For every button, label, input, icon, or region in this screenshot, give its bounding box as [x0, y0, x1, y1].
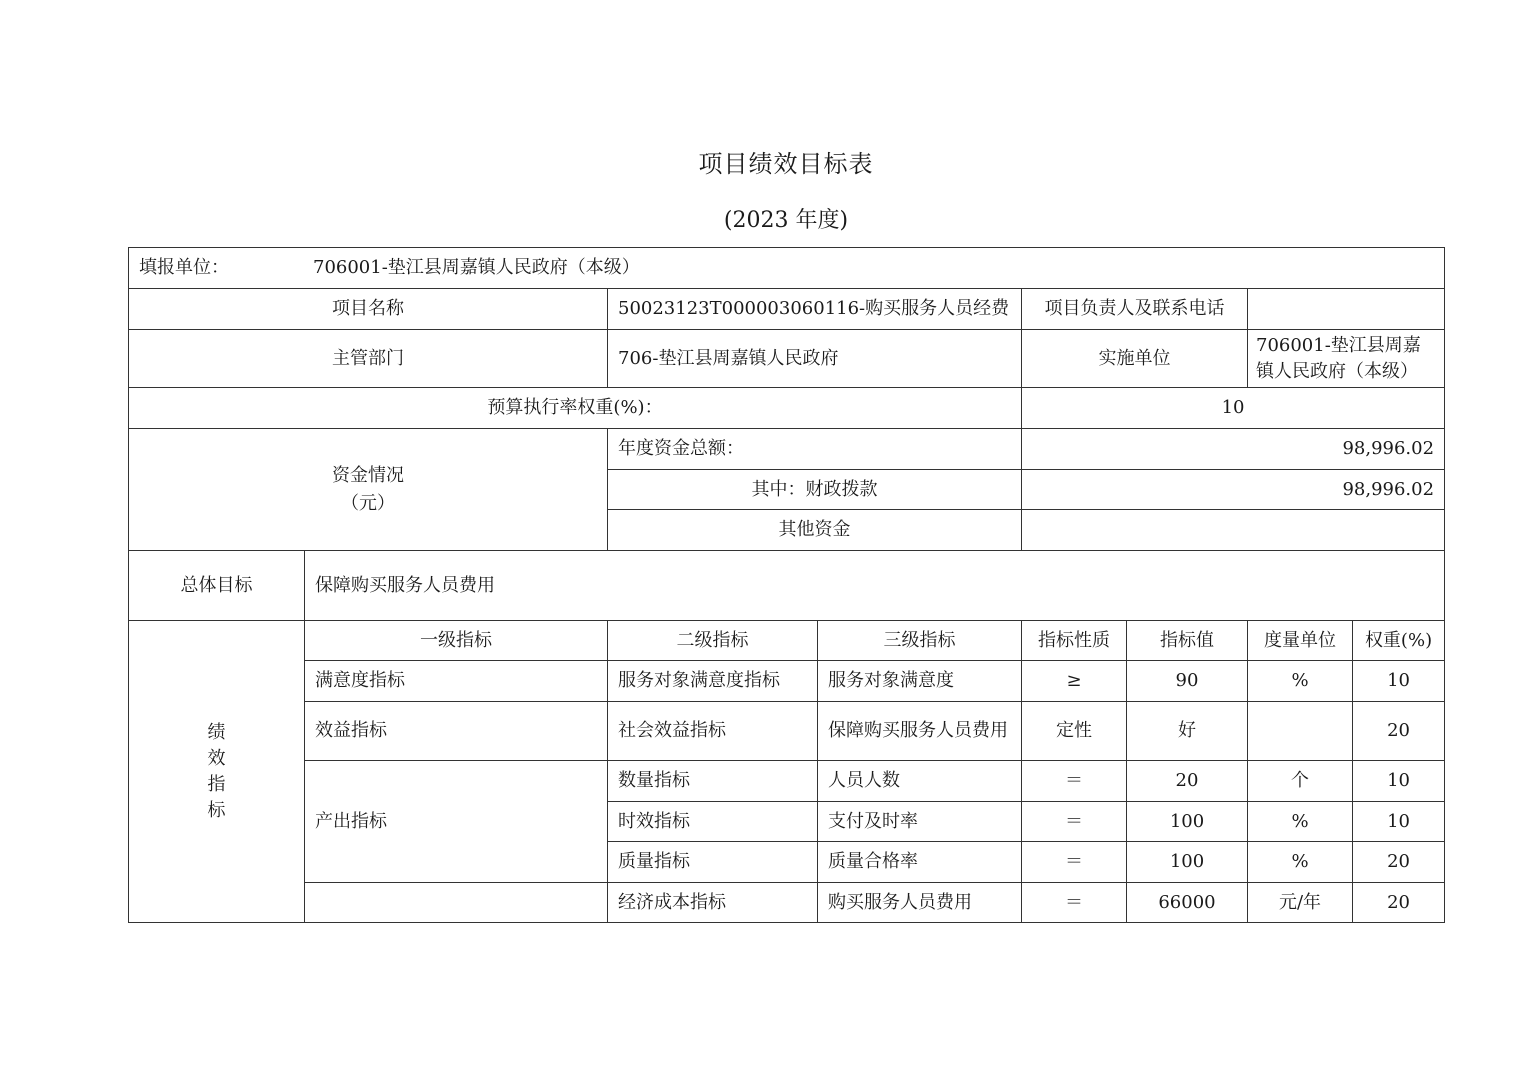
- indicator-level3: 保障购买服务人员费用: [818, 702, 1022, 761]
- indicator-unit: %: [1248, 661, 1353, 702]
- indicator-level2: 经济成本指标: [608, 883, 818, 923]
- indicator-level3: 购买服务人员费用: [818, 883, 1022, 923]
- indicator-value: 66000: [1127, 883, 1248, 923]
- indicator-unit: %: [1248, 802, 1353, 842]
- indicator-nature: ≥: [1022, 661, 1127, 702]
- indicator-row: [129, 702, 1445, 761]
- performance-target-table: [128, 247, 1445, 923]
- indicator-weight: 10: [1353, 661, 1445, 702]
- indicator-level1: 满意度指标: [305, 661, 608, 702]
- indicator-level2: 社会效益指标: [608, 702, 818, 761]
- indicator-level3: 质量合格率: [818, 842, 1022, 883]
- indicator-row: [129, 761, 1445, 802]
- funds-total-label: 年度资金总额：: [608, 429, 1022, 470]
- header-unit: 度量单位: [1248, 621, 1353, 661]
- indicator-level1: 效益指标: [305, 702, 608, 761]
- indicator-weight: 20: [1353, 842, 1445, 883]
- indicator-row: [129, 661, 1445, 702]
- funds-total-row: [129, 429, 1445, 470]
- project-contact-value: [1248, 289, 1445, 330]
- funds-fiscal-label: 其中：财政拨款: [608, 470, 1022, 510]
- fill-unit-value: 706001-垫江县周嘉镇人民政府（本级）: [313, 257, 640, 278]
- indicator-unit: %: [1248, 842, 1353, 883]
- indicator-header-row: [129, 621, 1445, 661]
- indicator-weight: 20: [1353, 883, 1445, 923]
- funds-other-value: [1022, 510, 1445, 551]
- indicator-value: 20: [1127, 761, 1248, 802]
- indicator-nature: ＝: [1022, 802, 1127, 842]
- indicator-level1: [305, 883, 608, 923]
- indicator-level2: 质量指标: [608, 842, 818, 883]
- project-name-row: [129, 289, 1445, 330]
- project-name-label: 项目名称: [129, 289, 608, 330]
- impl-label: 实施单位: [1022, 330, 1248, 388]
- dept-label: 主管部门: [129, 330, 608, 388]
- project-name-value: 50023123T000003060116-购买服务人员经费: [608, 289, 1022, 330]
- header-value: 指标值: [1127, 621, 1248, 661]
- indicator-level3: 支付及时率: [818, 802, 1022, 842]
- indicator-level1: 产出指标: [305, 761, 608, 883]
- indicator-nature: ＝: [1022, 761, 1127, 802]
- indicator-level3: 人员人数: [818, 761, 1022, 802]
- department-row: [129, 330, 1445, 388]
- project-contact-label: 项目负责人及联系电话: [1022, 289, 1248, 330]
- indicator-value: 好: [1127, 702, 1248, 761]
- indicator-weight: 20: [1353, 702, 1445, 761]
- impl-value: 706001-垫江县周嘉镇人民政府（本级）: [1248, 330, 1445, 388]
- budget-weight-value: 10: [1022, 388, 1445, 429]
- funds-other-label: 其他资金: [608, 510, 1022, 551]
- header-nature: 指标性质: [1022, 621, 1127, 661]
- page-title: 项目绩效目标表: [698, 150, 874, 178]
- header-level3: 三级指标: [818, 621, 1022, 661]
- indicator-level2: 时效指标: [608, 802, 818, 842]
- overall-goal-label: 总体目标: [129, 551, 305, 621]
- indicator-weight: 10: [1353, 761, 1445, 802]
- budget-weight-row: [129, 388, 1445, 429]
- indicator-value: 100: [1127, 802, 1248, 842]
- indicator-section-label: 绩 效 指 标: [129, 621, 305, 923]
- indicator-nature: 定性: [1022, 702, 1127, 761]
- header-level1: 一级指标: [305, 621, 608, 661]
- funds-label: 资金情况 （元）: [129, 429, 608, 551]
- overall-goal-value: 保障购买服务人员费用: [305, 551, 1445, 621]
- indicator-row: [129, 883, 1445, 923]
- fill-unit-cell: [129, 248, 1445, 289]
- page-subtitle: (2023 年度): [723, 208, 849, 233]
- fill-unit-label: 填报单位：: [139, 257, 229, 278]
- dept-value: 706-垫江县周嘉镇人民政府: [608, 330, 1022, 388]
- header-level2: 二级指标: [608, 621, 818, 661]
- indicator-value: 90: [1127, 661, 1248, 702]
- funds-total-value: 98,996.02: [1022, 429, 1445, 470]
- indicator-unit: 元/年: [1248, 883, 1353, 923]
- indicator-unit: [1248, 702, 1353, 761]
- indicator-weight: 10: [1353, 802, 1445, 842]
- fill-unit-row: [129, 248, 1445, 289]
- indicator-level3: 服务对象满意度: [818, 661, 1022, 702]
- budget-weight-label: 预算执行率权重(%)：: [129, 388, 1022, 429]
- indicator-nature: ＝: [1022, 842, 1127, 883]
- indicator-level2: 数量指标: [608, 761, 818, 802]
- header-weight: 权重(%): [1353, 621, 1445, 661]
- indicator-unit: 个: [1248, 761, 1353, 802]
- funds-fiscal-value: 98,996.02: [1022, 470, 1445, 510]
- overall-goal-row: [129, 551, 1445, 621]
- indicator-value: 100: [1127, 842, 1248, 883]
- indicator-level2: 服务对象满意度指标: [608, 661, 818, 702]
- indicator-nature: ＝: [1022, 883, 1127, 923]
